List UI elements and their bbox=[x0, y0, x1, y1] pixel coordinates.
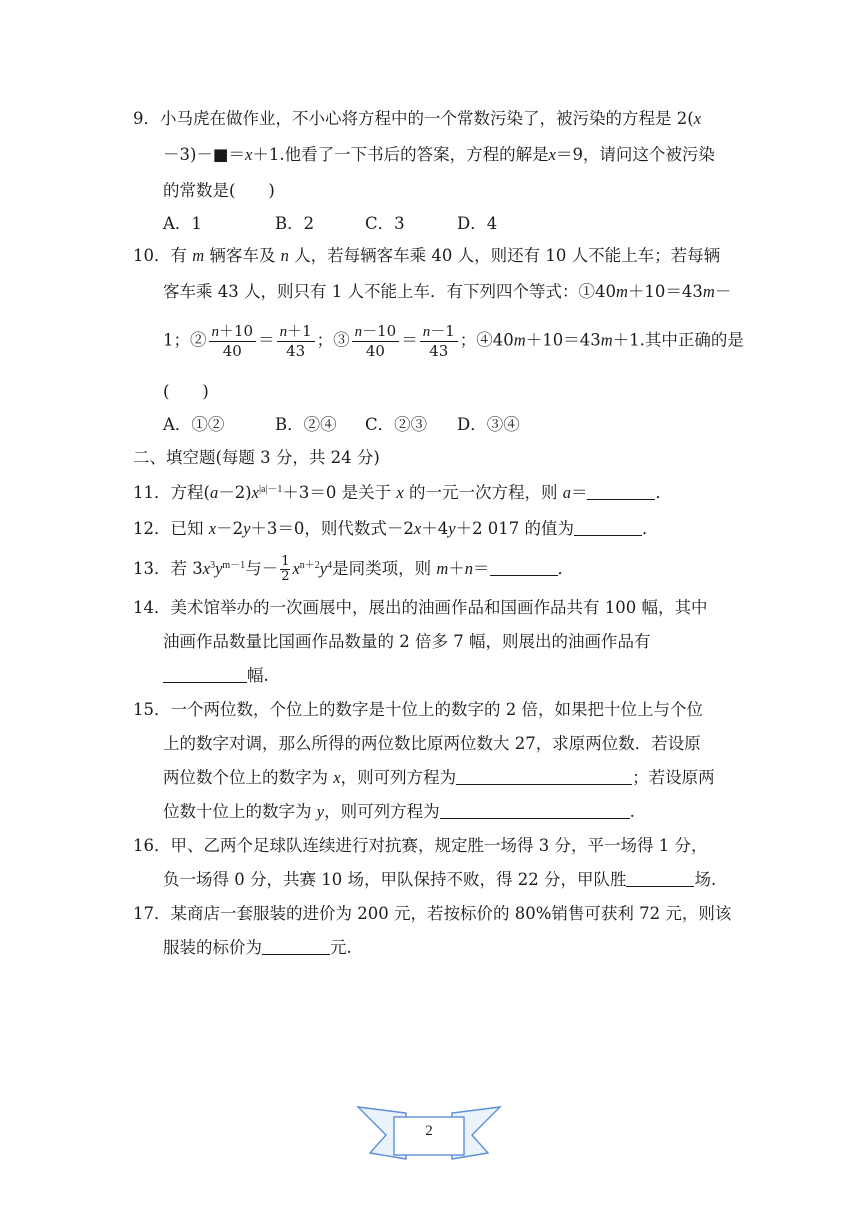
question-10-line-3: 1；② $\frac{n+10}{40}$ ＝ $\frac{n+1}{43}$ ；③ $\frac{n-10}{40}$ ＝ $\frac{n-1}{43}$ ；④40m＋10＝43m＋1.其中正确的是 bbox=[163, 322, 744, 360]
question-9-line-2: －3)－■＝x＋1.他看了一下书后的答案，方程的解是x＝9，请问这个被污染 bbox=[163, 145, 715, 164]
answer-blank[interactable] bbox=[262, 937, 330, 955]
fraction-3: $\frac{n-10}{40}$ bbox=[352, 322, 400, 360]
option-a[interactable]: A．1 bbox=[163, 214, 202, 233]
question-10-line-4: ( ) bbox=[163, 382, 209, 401]
question-13: 13．若 $3x^3y^{m-1}$与－ $\frac{1}{2}$ $x^{n+2}y^4$是同类项，则 m＋n＝ ． bbox=[133, 554, 575, 584]
question-15-line-3: 两位数个位上的数字为 x，则可列方程为 ；若设原两 bbox=[163, 768, 715, 787]
question-16-line-2: 负一场得 0 分，共赛 10 场，甲队保持不败，得 22 分，甲队胜 场. bbox=[163, 870, 717, 889]
answer-blank[interactable] bbox=[626, 869, 694, 887]
answer-blank[interactable] bbox=[587, 482, 655, 500]
question-10-line-1: 10．有 m 辆客车及 n 人，若每辆客车乘 40 人，则还有 10 人不能上车；若每辆 bbox=[133, 246, 721, 265]
question-10-line-2: 客车乘 43 人，则只有 1 人不能上车．有下列四个等式：①40m＋10＝43m－ bbox=[163, 282, 732, 301]
question-14-line-3: 幅. bbox=[163, 665, 269, 687]
question-15-line-4: 位数十位上的数字为 y，则可列方程为 . bbox=[163, 802, 635, 821]
question-14-line-2: 油画作品数量比国画作品数量的 2 倍多 7 幅，则展出的油画作品有 bbox=[163, 632, 651, 651]
option-c[interactable]: C．3 bbox=[365, 214, 405, 233]
question-10-options bbox=[163, 414, 520, 436]
option-c[interactable]: C．②③ bbox=[365, 415, 428, 434]
question-9-line-1: 9．小马虎在做作业，不小心将方程中的一个常数污染了，被污染的方程是 2(x bbox=[133, 109, 702, 128]
question-14-line-1: 14．美术馆举办的一次画展中，展出的油画作品和国画作品共有 100 幅，其中 bbox=[133, 598, 708, 617]
answer-blank[interactable] bbox=[456, 767, 632, 785]
question-17-line-1: 17．某商店一套服装的进价为 200 元，若按标价的 80%销售可获利 72 元，则该 bbox=[133, 904, 732, 923]
question-16-line-1: 16．甲、乙两个足球队连续进行对抗赛，规定胜一场得 3 分，平一场得 1 分， bbox=[133, 836, 708, 855]
answer-blank[interactable] bbox=[163, 665, 247, 683]
question-15-line-1: 15．一个两位数，个位上的数字是十位上的数字的 2 倍，如果把十位上与个位 bbox=[133, 700, 703, 719]
answer-blank[interactable] bbox=[490, 558, 558, 576]
option-d[interactable]: D．③④ bbox=[457, 415, 520, 434]
page-number: 2 bbox=[425, 1123, 433, 1139]
question-17-line-2: 服装的标价为 元. bbox=[163, 938, 352, 957]
question-15-line-2: 上的数字对调，那么所得的两位数比原两位数大 27，求原两位数．若设原 bbox=[163, 734, 701, 753]
question-9-line-3: 的常数是( ) bbox=[163, 181, 275, 200]
fraction-half: $\frac{1}{2}$ bbox=[281, 554, 290, 584]
answer-blank[interactable] bbox=[574, 518, 642, 536]
question-9-options bbox=[163, 213, 497, 235]
fraction-2: $\frac{n+1}{43}$ bbox=[277, 322, 315, 360]
question-11: 11．方程$(a-2)x^{|a|-1}+3=0$ 是关于 x 的一元一次方程，则 a＝ ． bbox=[133, 483, 672, 502]
option-b[interactable]: B．2 bbox=[275, 214, 315, 233]
section-heading: 二、填空题(每题 3 分，共 24 分) bbox=[133, 448, 380, 467]
question-12: 12．已知 x－2y＋3＝0，则代数式－2x＋4y＋2 017 的值为 ． bbox=[133, 519, 659, 538]
option-b[interactable]: B．②④ bbox=[275, 415, 337, 434]
answer-blank[interactable] bbox=[440, 801, 630, 819]
option-d[interactable]: D．4 bbox=[457, 214, 498, 233]
fraction-4: $\frac{n-1}{43}$ bbox=[420, 322, 458, 360]
page-number-ribbon bbox=[356, 1103, 502, 1163]
fraction-1: $\frac{n+10}{40}$ bbox=[209, 322, 257, 360]
option-a[interactable]: A．①② bbox=[163, 415, 225, 434]
